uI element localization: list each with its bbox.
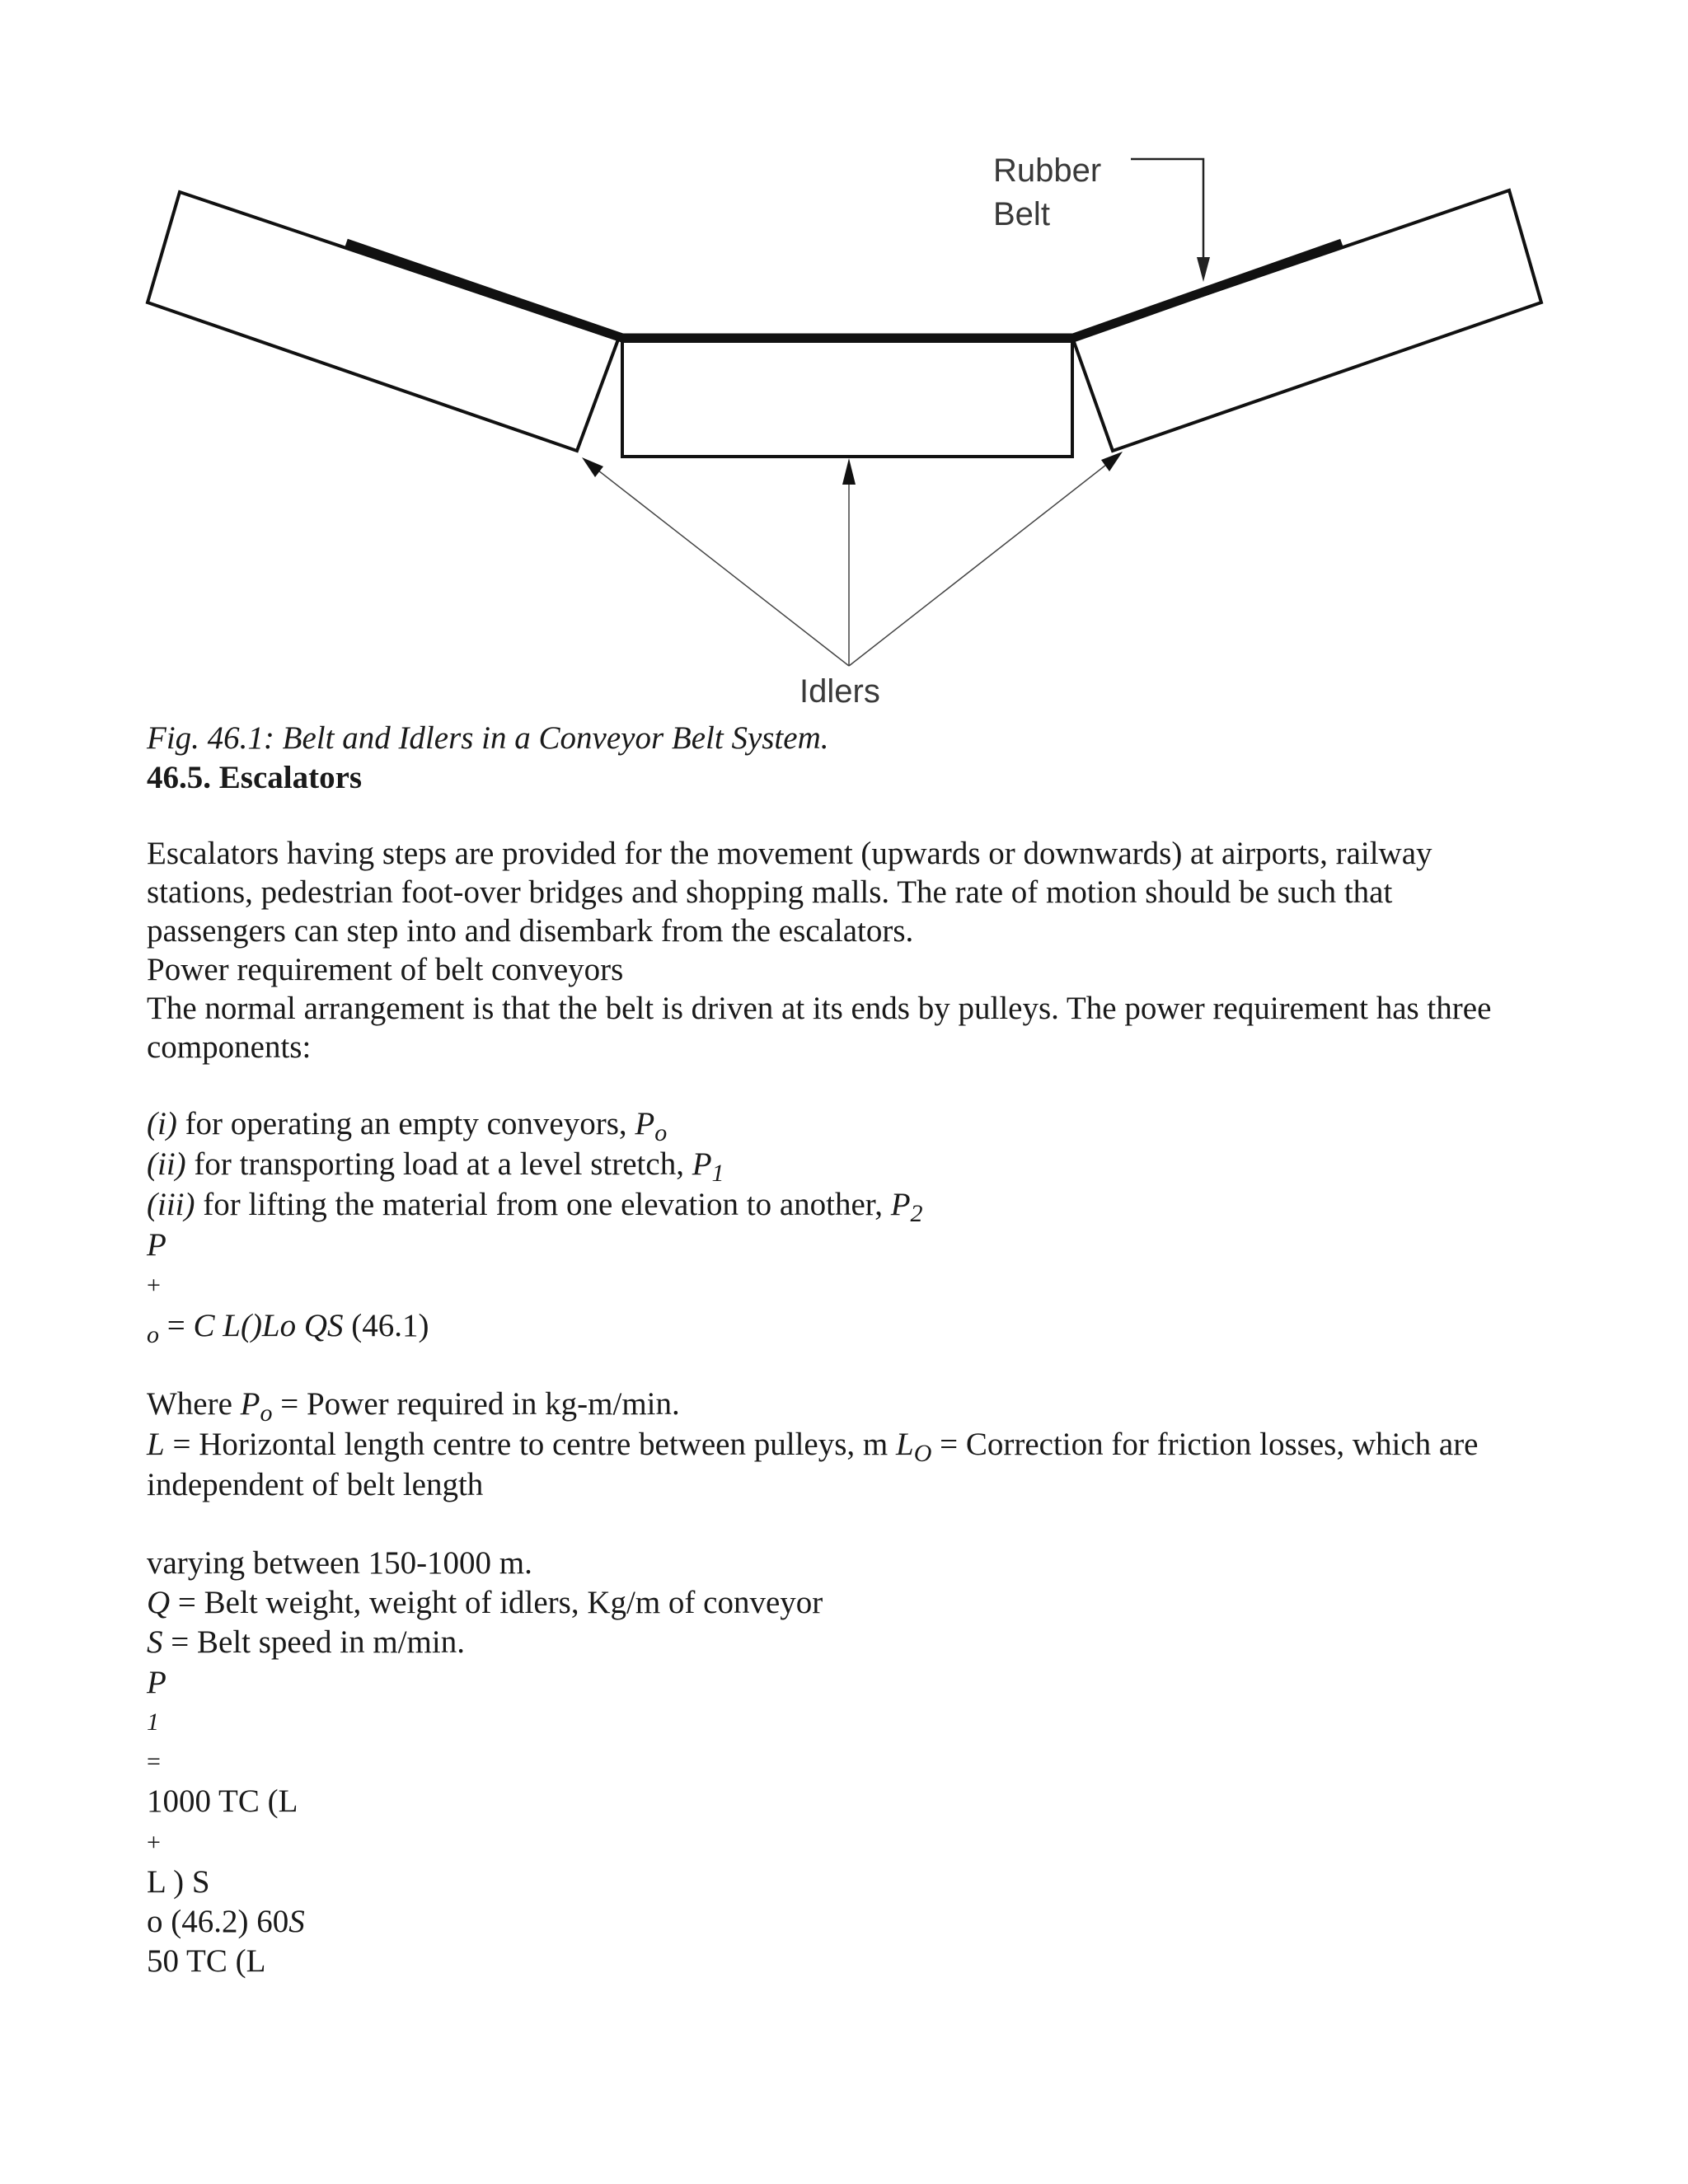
eq2-subscript-1: 1 (147, 1708, 159, 1736)
rubber-label: Rubber (993, 152, 1102, 189)
center-idler-roll (622, 341, 1072, 457)
paragraph-line: components: (147, 1029, 312, 1065)
idler-arrowhead-right (1101, 452, 1123, 471)
idler-arrow-left (587, 462, 849, 666)
equation-46-2: o (46.2) 60S (147, 1904, 305, 1939)
paragraph-line: passengers can step into and disembark from the escalators. (147, 913, 914, 949)
power-heading: Power requirement of belt conveyors (147, 952, 624, 987)
component-item: (iii) for lifting the material from one elevation to another, $P_2$ (147, 1187, 923, 1227)
rubber-belt-arrowhead (1197, 257, 1210, 282)
eq1-p: P (147, 1227, 166, 1263)
idlers-label: Idlers (799, 673, 880, 710)
paragraph-line: Escalators having steps are provided for the movement (upwards or downwards) at airports, railway (147, 836, 1432, 871)
paragraph-line: stations, pedestrian foot-over bridges and shopping malls. The rate of motion should be such that (147, 874, 1393, 910)
equation-46-1: $_o$ = C L()Lo QS (46.1) (147, 1308, 429, 1348)
eq2-line: 1000 TC (L (147, 1783, 298, 1819)
eq1-plus: + (147, 1272, 161, 1299)
figure-caption: Fig. 46.1: Belt and Idlers in a Conveyor Belt System. (147, 720, 829, 756)
eq2-line: L ) S (147, 1864, 210, 1900)
idler-arrowhead-left (582, 457, 603, 477)
section-heading: 46.5. Escalators (147, 760, 363, 795)
idler-arrow-right (849, 456, 1118, 666)
conveyor-belt-figure (0, 0, 1688, 725)
component-item: (i) for operating an empty conveyors, $P_o$ (147, 1106, 668, 1146)
component-item: (ii) for transporting load at a level stretch, $P_1$ (147, 1146, 724, 1187)
def-S: S = Belt speed in m/min. (147, 1624, 465, 1660)
belt-label: Belt (993, 196, 1050, 232)
eq2-equals: = (147, 1748, 161, 1775)
eq2-line: 50 TC (L (147, 1943, 266, 1979)
eq2-p: P (147, 1665, 166, 1700)
right-idler-roll (1073, 190, 1541, 451)
eq2-plus: + (147, 1829, 161, 1856)
where-line: Where $P_o$ = Power required in kg-m/min. (147, 1386, 680, 1427)
idler-arrowhead-center (842, 458, 856, 485)
def-L: L = Horizontal length centre to centre between pulleys, m $L_O$ = Correction for friction losses, which are (147, 1427, 1479, 1467)
def-Q: Q = Belt weight, weight of idlers, Kg/m of conveyor (147, 1585, 823, 1620)
left-idler-roll (148, 192, 618, 451)
rubber-belt-leader-line (1131, 159, 1203, 265)
def-L-continued: independent of belt length (147, 1467, 484, 1502)
paragraph-line: The normal arrangement is that the belt is driven at its ends by pulleys. The power requirement has three (147, 991, 1492, 1026)
varying-line: varying between 150-1000 m. (147, 1545, 532, 1581)
